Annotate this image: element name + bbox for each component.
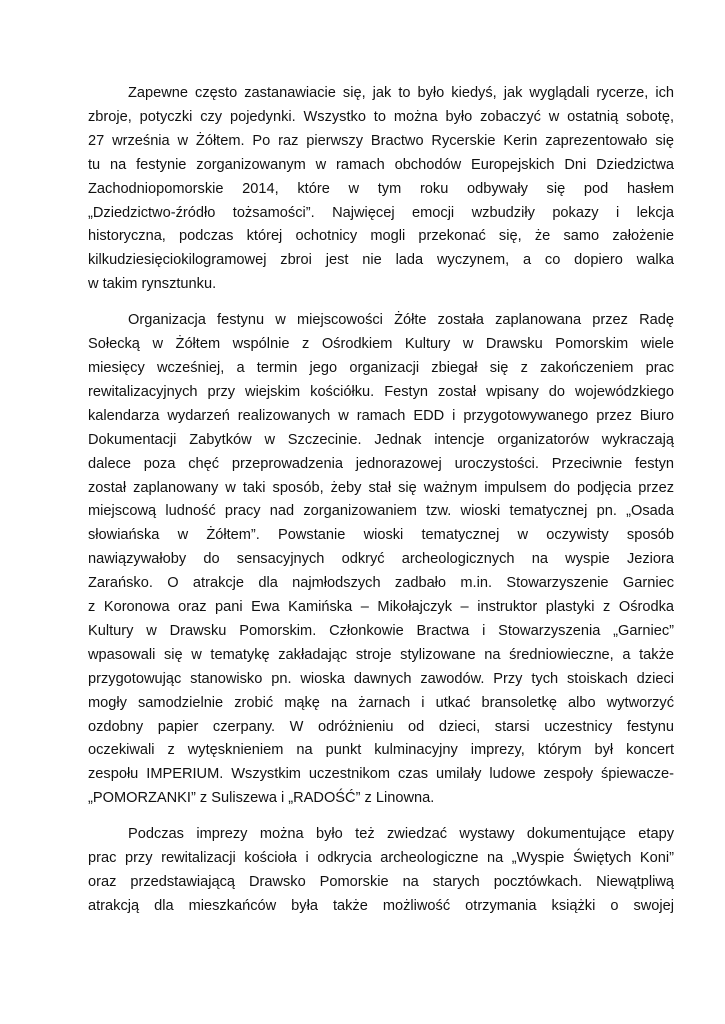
text-line: historyczna, podczas której ochotnicy mogli przekonać się, że samo założenie bbox=[88, 228, 674, 245]
text-line: prac przy rewitalizacji kościoła i odkrycia archeologiczne na „Wyspie Świętych Koni” bbox=[88, 850, 674, 867]
text-line: w takim rynsztunku. bbox=[88, 276, 217, 293]
paragraph-3 bbox=[88, 823, 674, 919]
text-line: zespołu IMPERIUM. Wszystkim uczestnikom czas umilały ludowe zespoły śpiewacze- bbox=[88, 766, 674, 783]
document-page bbox=[88, 82, 674, 931]
text-line: oraz przedstawiającą Drawsko Pomorskie na starych pocztówkach. Niewątpliwą bbox=[88, 874, 674, 890]
text-line: przygotowując stanowisko pn. wioska dawnych zawodów. Przy tych stoiskach dzieci bbox=[88, 670, 674, 687]
text-line: słowiańska w Żółtem”. Powstanie wioski tematycznej w oczywisty sposób bbox=[88, 527, 674, 544]
text-line: z Koronowa oraz pani Ewa Kamińska – Mikołajczyk – instruktor plastyki z Ośrodka bbox=[88, 599, 674, 616]
text-line: Zachodniopomorskie 2014, które w tym roku odbywały się pod hasłem bbox=[88, 180, 674, 197]
text-line: kilkudziesięciokilogramowej zbroi jest nie lada wyczynem, a co dopiero walka bbox=[88, 252, 674, 269]
text-line: dalece poza chęć przeprowadzenia jednorazowej uroczystości. Przeciwnie festyn bbox=[88, 455, 674, 472]
paragraph-2 bbox=[88, 309, 674, 811]
text-line: został zaplanowany w taki sposób, żeby stał się ważnym impulsem do podjęcia przez bbox=[88, 479, 674, 496]
text-line: Organizacja festynu w miejscowości Żółte została zaplanowana przez Radę bbox=[128, 312, 674, 329]
text-line: oczekiwali z wytęsknieniem na punkt kulminacyjny imprezy, którym był koncert bbox=[88, 742, 674, 759]
text-line: mogły samodzielnie zrobić mąkę na żarnach i utkać bransoletkę albo wytworzyć bbox=[88, 694, 674, 711]
text-line: rewitalizacyjnych przy wiejskim kościółku. Festyn został wpisany do wojewódzkiego bbox=[88, 383, 674, 400]
text-line: 27 września w Żółtem. Po raz pierwszy Bractwo Rycerskie Kerin zaprezentowało się bbox=[88, 132, 674, 149]
text-line: tu na festynie zorganizowanym w ramach obchodów Europejskich Dni Dziedzictwa bbox=[88, 156, 674, 173]
text-line: atrakcją dla mieszkańców była także możliwość otrzymania książki o swojej bbox=[88, 897, 674, 914]
text-line: Zapewne często zastanawiacie się, jak to było kiedyś, jak wyglądali rycerze, ich bbox=[128, 85, 674, 101]
text-line: miesięcy wcześniej, a termin jego organizacji zbiegał się z zakończeniem prac bbox=[88, 359, 674, 376]
text-line: wpasowali się w tematykę zakładając stroje stylizowane na średniowieczne, a także bbox=[88, 646, 674, 663]
text-line: kalendarza wydarzeń realizowanych w ramach EDD i przygotowywanego przez Biuro bbox=[88, 407, 674, 424]
text-line: ozdobny papier czerpany. W odróżnieniu od dzieci, starsi uczestnicy festynu bbox=[88, 718, 674, 735]
text-line: nawiązywałoby do sensacyjnych odkryć archeologicznych na wyspie Jeziora bbox=[88, 551, 674, 568]
text-line: miejscową ludność pracy nad zorganizowaniem tzw. wioski tematycznej pn. „Osada bbox=[88, 503, 674, 520]
text-line: „Dziedzictwo-źródło tożsamości”. Najwięcej emocji wzbudziły pokazy i lekcja bbox=[88, 204, 674, 221]
text-line: Dokumentacji Zabytków w Szczecinie. Jednak intencje organizatorów wykraczają bbox=[88, 431, 674, 448]
text-line: Sołecką w Żółtem wspólnie z Ośrodkiem Kultury w Drawsku Pomorskim wiele bbox=[88, 336, 674, 353]
text-line: Zarańsko. O atrakcje dla najmłodszych zadbało m.in. Stowarzyszenie Garniec bbox=[88, 575, 674, 592]
paragraph-1 bbox=[88, 82, 674, 297]
text-line: Kultury w Drawsku Pomorskim. Członkowie Bractwa i Stowarzyszenia „Garniec” bbox=[88, 622, 674, 639]
text-line: Podczas imprezy można było też zwiedzać wystawy dokumentujące etapy bbox=[128, 826, 674, 843]
text-line: „POMORZANKI” z Suliszewa i „RADOŚĆ” z Linowna. bbox=[88, 790, 435, 807]
text-line: zbroje, potyczki czy pojedynki. Wszystko to można było zobaczyć w ostatnią sobotę, bbox=[88, 108, 674, 125]
